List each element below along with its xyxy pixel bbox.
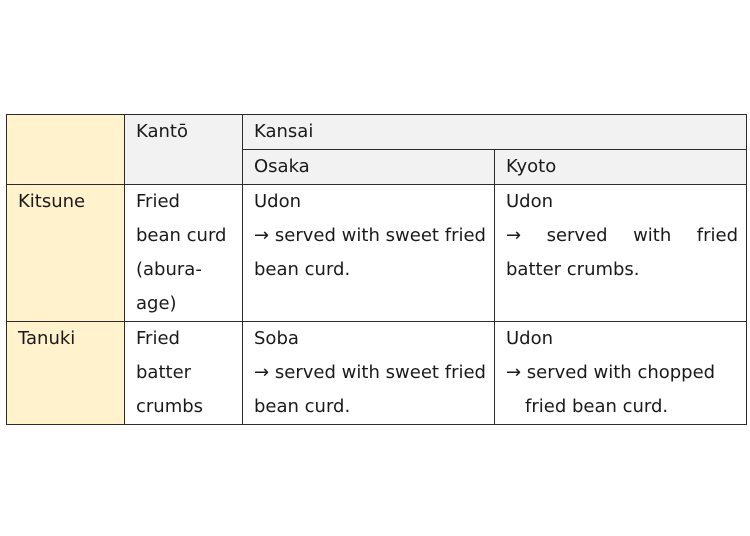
tanuki-kanto-line: batter xyxy=(136,362,192,383)
header-row-region xyxy=(7,115,747,150)
corner-cell xyxy=(7,115,125,185)
kitsune-kyoto-cell xyxy=(495,185,747,322)
header-osaka: Osaka xyxy=(243,150,495,185)
table-row-kitsune xyxy=(7,185,747,322)
tanuki-kyoto-detail-line1: → served with chopped xyxy=(506,362,716,383)
tanuki-osaka-cell xyxy=(243,322,495,425)
kitsune-kyoto-noodle: Udon xyxy=(506,191,554,212)
tanuki-kyoto-noodle: Udon xyxy=(506,328,554,349)
kitsune-kanto-line: age) xyxy=(136,293,177,314)
kitsune-kanto-cell xyxy=(125,185,243,322)
kitsune-osaka-noodle: Udon xyxy=(254,191,302,212)
row-label-tanuki: Tanuki xyxy=(7,322,125,425)
tanuki-osaka-detail: → served with sweet fried bean curd. xyxy=(254,362,486,417)
tanuki-kanto-line: Fried xyxy=(136,328,180,349)
header-kyoto: Kyoto xyxy=(495,150,747,185)
tanuki-kanto-line: crumbs xyxy=(136,396,204,417)
kitsune-kanto-line: Fried xyxy=(136,191,180,212)
table-row-tanuki xyxy=(7,322,747,425)
kitsune-osaka-detail: → served with sweet fried bean curd. xyxy=(254,225,486,280)
regional-noodle-table xyxy=(6,114,747,425)
header-kanto: Kantō xyxy=(125,115,243,185)
kitsune-kanto-line: (abura- xyxy=(136,259,202,280)
kitsune-osaka-cell xyxy=(243,185,495,322)
header-kansai: Kansai xyxy=(243,115,747,150)
tanuki-kanto-cell xyxy=(125,322,243,425)
tanuki-kyoto-cell xyxy=(495,322,747,425)
tanuki-kyoto-detail-line2: fried bean curd. xyxy=(525,396,669,417)
tanuki-osaka-noodle: Soba xyxy=(254,328,299,349)
row-label-kitsune: Kitsune xyxy=(7,185,125,322)
kitsune-kyoto-detail: → served with fried batter crumbs. xyxy=(506,225,738,280)
kitsune-kanto-line: bean curd xyxy=(136,225,227,246)
